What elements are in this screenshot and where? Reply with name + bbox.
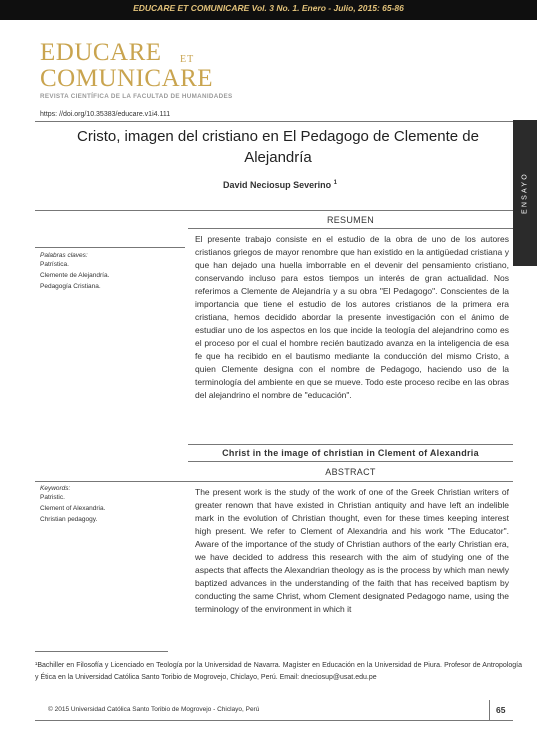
- keyword-es: Patrística.: [40, 261, 69, 268]
- article-title: Cristo, imagen del cristiano en El Pedagogo de Clemente de Alejandría: [77, 128, 479, 166]
- copyright-notice: © 2015 Universidad Católica Santo Toribio de Mogrovejo - Chiclayo, Perú: [48, 706, 260, 713]
- keyword-es: Pedagogía Cristiana.: [40, 283, 101, 290]
- english-title-top-rule: [188, 444, 513, 445]
- abstract-text: The present work is the study of the work of one of the Greek Christian writers of greater renown that have existed in Christian antiquity and have left an indelible mark in the evolution of Christian thought, even for these times keeping interest high present. We refer to Clement of Alexandria and his work "The Educator". Aware of the importance of the study of Christian authors of the early Christian era, we have decided to address this research with the aim of studying one of the aspects that affects the Alexandrian theology as is the process by which man newly baptized advances in the understanding of the faith that has received baptism by conducting the same Christ, whom Clement designated Pedagogo name, using the terminology of the environment in which it: [195, 487, 509, 614]
- footer-rule: [35, 720, 513, 721]
- page-number: 65: [496, 705, 506, 715]
- logo-line-educare: EDUCARE: [40, 39, 162, 66]
- section-tab-label: ENSAYO: [521, 172, 529, 214]
- keywords-es: [40, 252, 185, 292]
- abstract-heading: ABSTRACT: [325, 467, 376, 477]
- author-name: David Neciosup Severino: [223, 180, 332, 190]
- resumen-heading-rule: [188, 228, 513, 229]
- abstract-heading-rule: [35, 481, 513, 482]
- keywords-en-label: Keywords:: [40, 485, 71, 492]
- keywords-en: [40, 485, 185, 525]
- article-author: [160, 180, 400, 190]
- author-footnote-marker: 1: [333, 180, 337, 186]
- doi-link[interactable]: https: //doi.org/10.35383/educare.v1i4.111: [40, 111, 171, 118]
- logo-et: ET: [180, 54, 195, 65]
- logo-subtitle: REVISTA CIENTÍFICA DE LA FACULTAD DE HUMANIDADES: [40, 93, 233, 100]
- page-number-divider: [489, 700, 490, 720]
- keyword-en: Christian pedagogy.: [40, 516, 98, 523]
- keyword-en: Patristic.: [40, 494, 65, 501]
- english-title-bottom-rule: [188, 461, 513, 462]
- resumen-heading: RESUMEN: [326, 215, 375, 225]
- resumen-top-rule: [35, 210, 513, 211]
- keywords-es-label: Palabras claves:: [40, 252, 88, 259]
- keywords-es-rule: [35, 247, 185, 248]
- journal-citation: EDUCARE ET COMUNICARE Vol. 3 No. 1. Enero - Julio, 2015: 65-86: [133, 3, 404, 13]
- resumen-text: El presente trabajo consiste en el estudio de la obra de uno de los autores cristianos griegos de mayor renombre que han existido en la antigüedad cristiana y que han dejado una huella imborrable en el devenir del pensamiento cristiano, conservando incluso para estos tiempos un interés de gran actualidad. Nos referimos a Clemente de Alejandría y a su obra "El Pedagogo". Conscientes de la importancia que tiene el estudio de los autores cristianos de la primera era cristiana, hemos decidido abordar la presente investigación con el ánimo de estudiar uno de los aspectos en los que incide la teología del alejandrino como es el proceso por el cual el hombre recién bautizado avanza en la inteligencia de esa fe que ha recibido en el bautismo mediante la conducción del mismo Cristo, a quien Clemente designa con el nombre de Pedagogo, haciendo uso de la terminología del ambiente en que se mueve. Todo este proceso recibe en las obras del alejandrino el nombre de "educación".: [195, 234, 509, 400]
- keyword-en: Clement of Alexandria.: [40, 505, 106, 512]
- keyword-es: Clemente de Alejandría.: [40, 272, 110, 279]
- english-title: Christ in the image of christian in Clement of Alexandria: [222, 448, 479, 458]
- logo-line-comunicare: COMUNICARE: [40, 65, 214, 92]
- author-footnote: ¹Bachiller en Filosofía y Licenciado en Teología por la Universidad de Navarra. Magíster en Educación en la Universidad de Piura. Profesor de Antropología y Ética en la Universidad Católica Santo Toribio de Mogrovejo, Chiclayo, Perú. Email: dneciosup@usat.edu.pe: [35, 662, 522, 681]
- footnote-rule: [35, 651, 168, 652]
- header-divider: [35, 121, 513, 122]
